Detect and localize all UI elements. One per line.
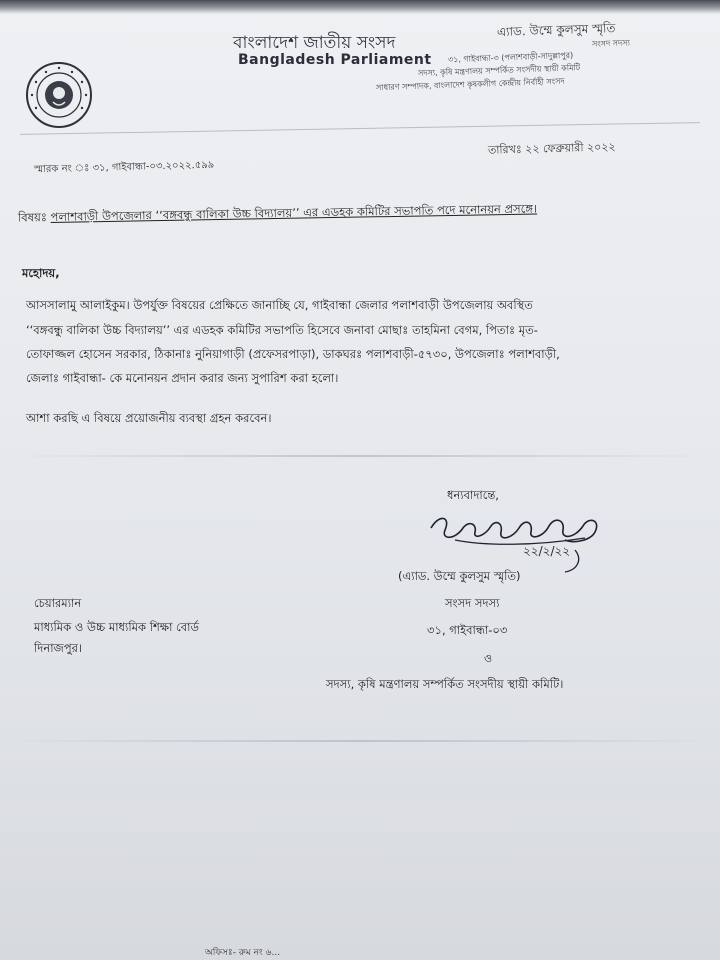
subject-label: বিষয়ঃ xyxy=(17,210,48,225)
recipient-line: মাধ্যমিক ও উচ্চ মাধ্যমিক শিক্ষা বোর্ড xyxy=(34,620,199,634)
letterhead-title-en: Bangladesh Parliament xyxy=(238,52,432,68)
letterhead-title-bn: বাংলাদেশ জাতীয় সংসদ xyxy=(233,33,396,53)
header-constituency: ৩১, গাইবান্ধা-৩ (পলাশবাড়ী-সাদুল্লাপুর) xyxy=(447,50,574,65)
handwritten-date: ২২/২/২২ xyxy=(523,544,571,558)
signer-conjunction: ও xyxy=(484,652,493,665)
parliament-seal-icon xyxy=(24,60,94,130)
sign-off: ধন্যবাদান্তে, xyxy=(447,488,499,502)
mp-role-header: সংসদ সদস্য xyxy=(591,38,630,49)
recipient-line: চেয়ারম্যান xyxy=(34,596,82,610)
body-line: আসসালামু আলাইকুম। উপর্যুক্ত বিষয়ের প্রেক্ষিতে জানাচ্ছি যে, গাইবান্ধা জেলার পলাশবাড়ী উপজেলায় অবস্থিত xyxy=(26,298,533,312)
header-party-role: সাধারণ সম্পাদক, বাংলাদেশ কৃষকলীগ কেন্দ্রীয় নির্বাহী সংসদ xyxy=(375,76,565,93)
body-line: জেলাঃ গাইবান্ধা- কে মনোনয়ন প্রদান করার জন্য সুপারিশ করা হলো। xyxy=(26,371,339,385)
page-edge-shadow xyxy=(0,0,720,14)
header-committee: সদস্য, কৃষি মন্ত্রণালয় সম্পর্কিত সংসদীয় স্থায়ী কমিটি xyxy=(417,63,581,78)
subject-line xyxy=(18,200,537,228)
body-line: তোফাজ্জল হোসেন সরকার, ঠিকানাঃ নুনিয়াগাড়ী (প্রফেসরপাড়া), ডাকঘরঃ পলাশবাড়ী-৫৭৩০, উপজেলাঃ পলাশবাড়ী, xyxy=(26,347,560,361)
recipient-line: দিনাজপুর। xyxy=(34,641,83,655)
footer-office: অফিসঃ- রুম নং ৬... xyxy=(205,948,281,958)
signer-name: (এ্যাড. উম্মে কুলসুম স্মৃতি) xyxy=(398,569,521,583)
paper-fold xyxy=(0,455,720,457)
subject-text: পলাশবাড়ী উপজেলার ‘‘বঙ্গবন্ধু বালিকা উচ্চ বিদ্যালয়’’ এর এডহক কমিটির সভাপতি পদে মনোনয়ন প্রসঙ্গে। xyxy=(50,201,538,224)
paper-fold xyxy=(0,740,720,742)
header-divider xyxy=(20,122,700,135)
body-closing: আশা করছি এ বিষয়ে প্রয়োজনীয় ব্যবস্থা গ্রহন করবেন। xyxy=(26,411,272,425)
letter-date: তারিখঃ ২২ ফেব্রুয়ারী ২০২২ xyxy=(487,140,616,157)
signer-title: সংসদ সদস্য xyxy=(445,596,500,610)
body-line: ‘‘বঙ্গবন্ধু বালিকা উচ্চ বিদ্যালয়’’ এর এডহক কমিটির সভাপতি হিসেবে জনাবা মোছাঃ তাহমিনা বেগম, পিতাঃ মৃত- xyxy=(26,323,538,337)
salutation: মহোদয়, xyxy=(22,266,60,280)
signer-constituency: ৩১, গাইবান্ধা-০৩ xyxy=(427,623,508,637)
reference-number: স্মারক নং ঃ ৩১, গাইবান্ধা-০৩.২০২২.৫৯৯ xyxy=(33,159,215,176)
mp-name-header: এ্যাড. উম্মে কুলসুম স্মৃতি xyxy=(496,20,616,40)
signer-committee: সদস্য, কৃষি মন্ত্রণালয় সম্পর্কিত সংসদীয় স্থায়ী কমিটি। xyxy=(326,677,564,691)
